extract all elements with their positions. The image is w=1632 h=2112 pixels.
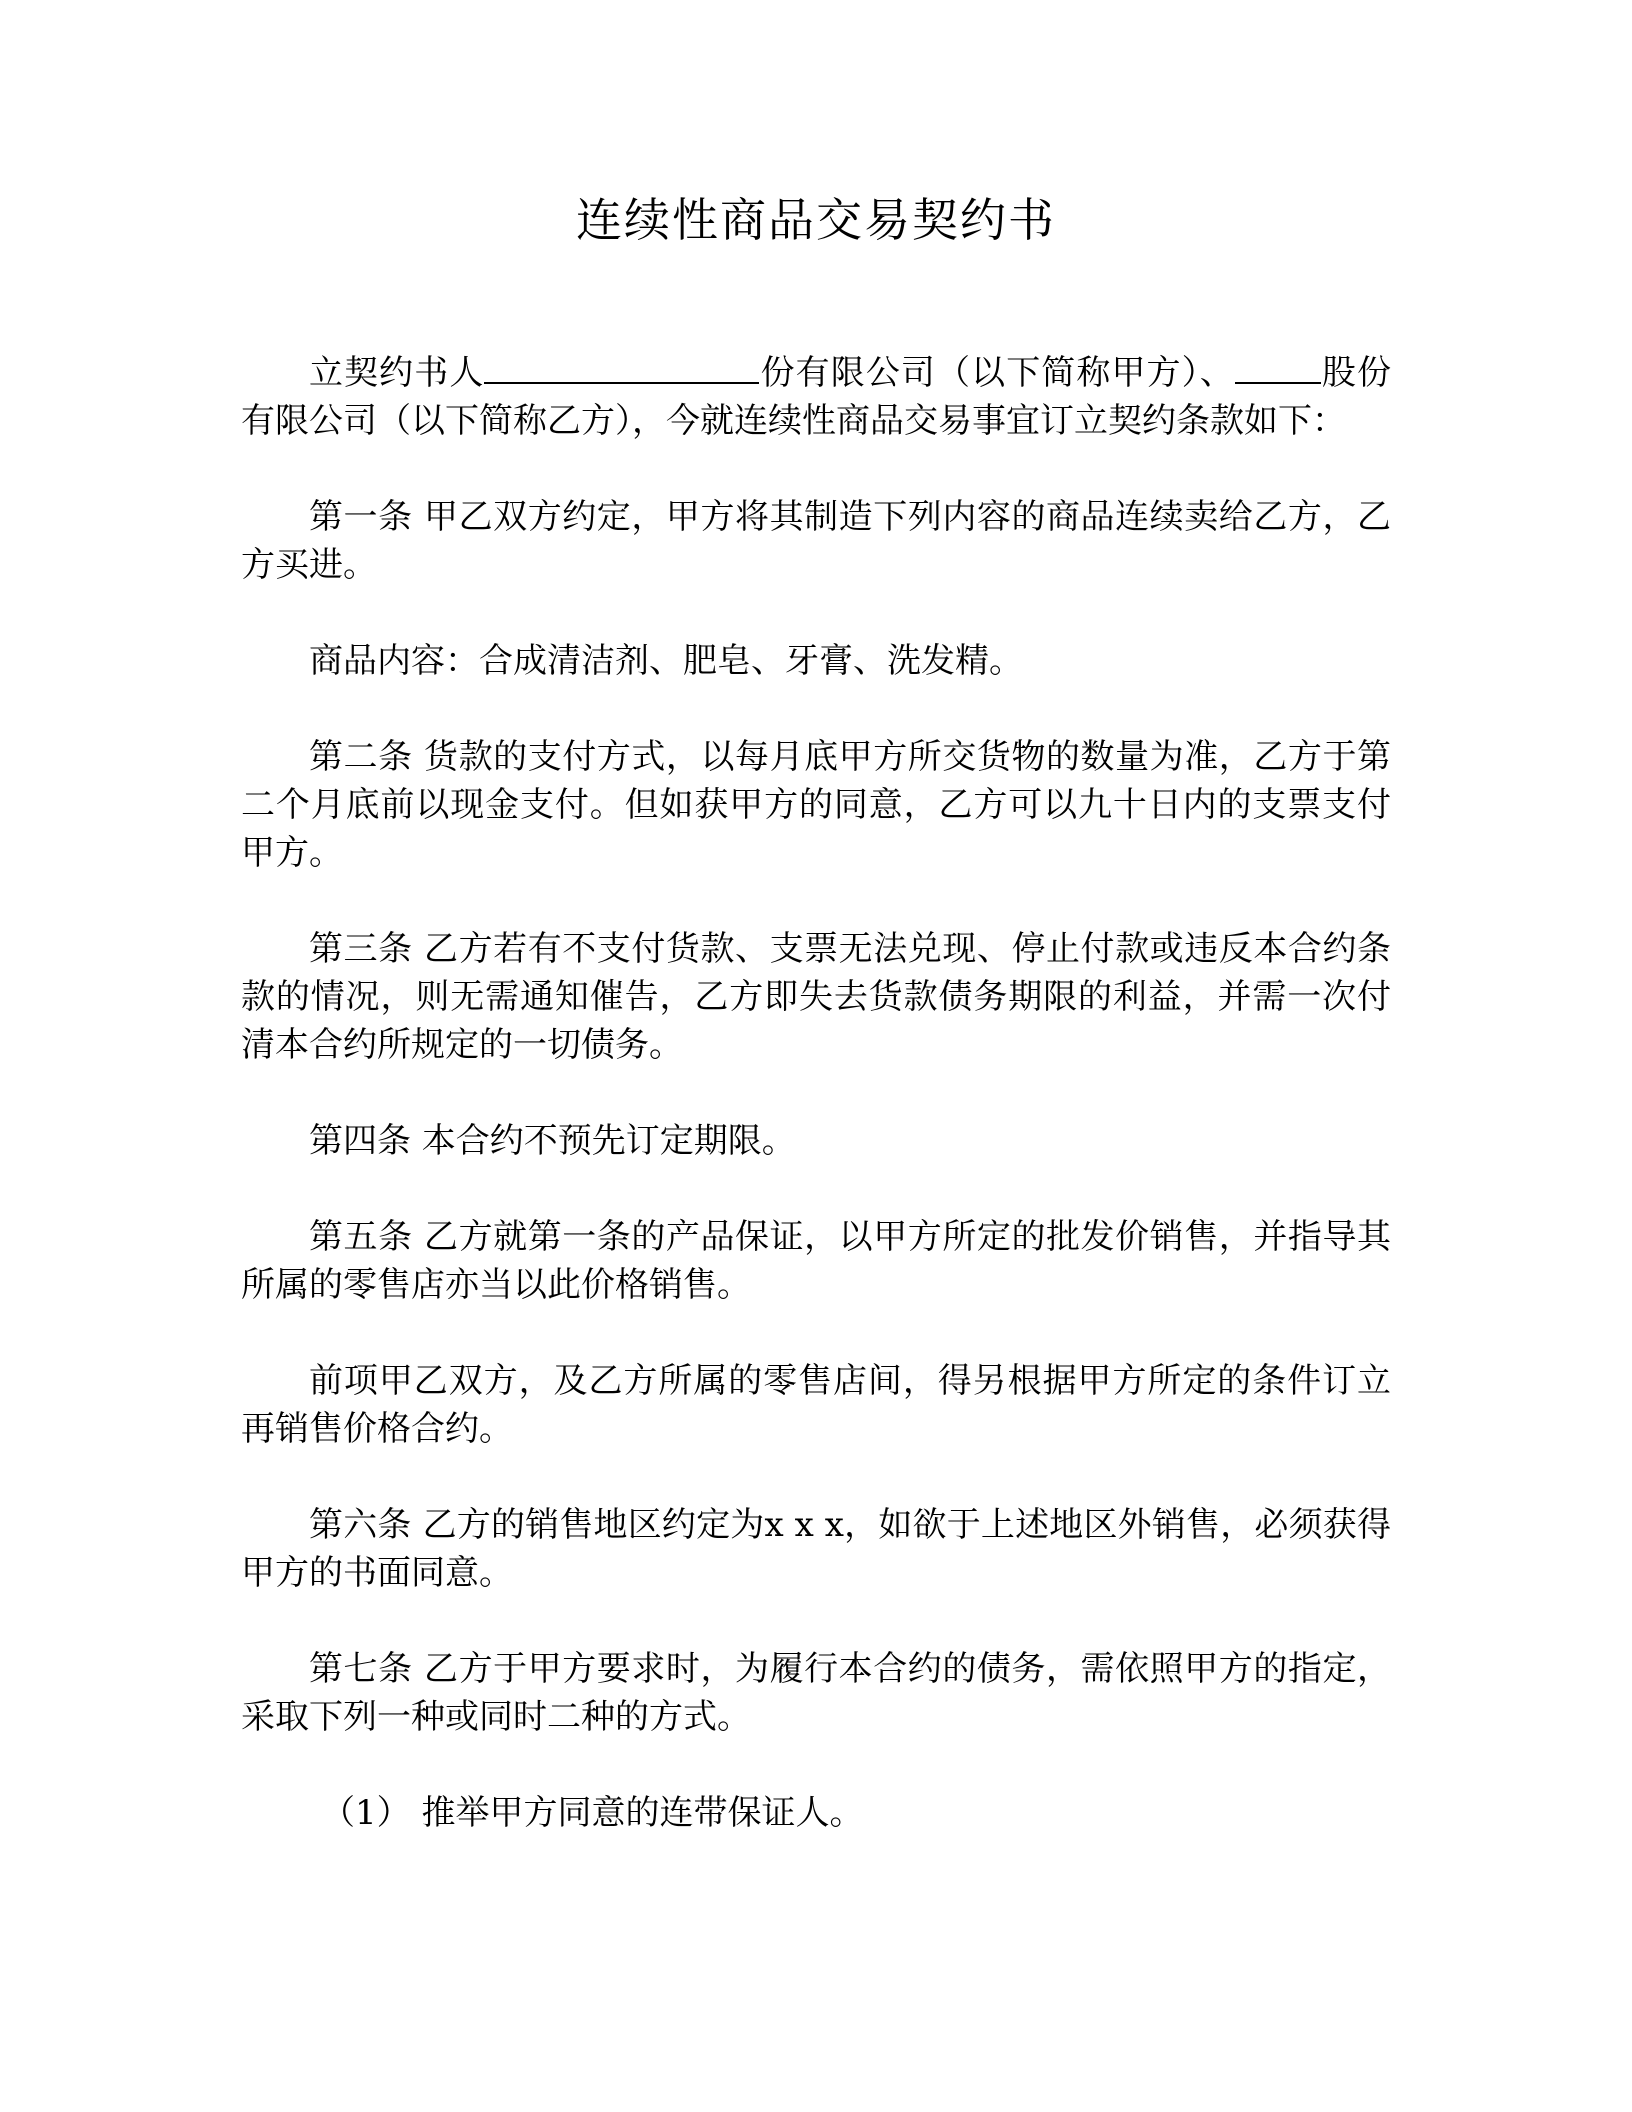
clause-5: 第五条 乙方就第一条的产品保证，以甲方所定的批发价销售，并指导其所属的零售店亦当以此价格销售。: [241, 1217, 1391, 1305]
clause-3: 第三条 乙方若有不支付货款、支票无法兑现、停止付款或违反本合约条款的情况，则无需通知催告，乙方即失去货款债务期限的利益，并需一次付清本合约所规定的一切债务。: [241, 929, 1391, 1065]
clause-2: 第二条 货款的支付方式，以每月底甲方所交货物的数量为准，乙方于第二个月底前以现金支付。但如获甲方的同意，乙方可以九十日内的支票支付甲方。: [241, 737, 1391, 873]
document-body: [241, 348, 1391, 1885]
preamble-middle: 份有限公司（以下简称甲方）、: [759, 353, 1235, 393]
preamble-lead: 立契约书人: [309, 353, 485, 393]
preamble-paragraph: [241, 348, 1391, 445]
clause-7-item-1: （1） 推举甲方同意的连带保证人。: [321, 1793, 864, 1833]
party-b-blank: [1235, 348, 1321, 384]
clause-4: 第四条 本合约不预先订定期限。: [309, 1121, 796, 1161]
clause-5-supplement: 前项甲乙双方，及乙方所属的零售店间，得另根据甲方所定的条件订立再销售价格合约。: [241, 1361, 1391, 1449]
preamble-tail: 股份有限公司（以下简称乙方），今就连续性商品交易事宜订立契约条款如下：: [241, 353, 1392, 441]
clause-1: 第一条 甲乙双方约定，甲方将其制造下列内容的商品连续卖给乙方，乙方买进。: [241, 497, 1391, 585]
clause-7: 第七条 乙方于甲方要求时，为履行本合约的债务，需依照甲方的指定，采取下列一种或同时二种的方式。: [241, 1649, 1391, 1737]
document-title: 连续性商品交易契约书: [576, 193, 1056, 247]
clause-6: 第六条 乙方的销售地区约定为x x x，如欲于上述地区外销售，必须获得甲方的书面同意。: [241, 1505, 1391, 1593]
goods-content: 商品内容：合成清洁剂、肥皂、牙膏、洗发精。: [309, 641, 1023, 681]
party-a-blank: [484, 348, 759, 384]
